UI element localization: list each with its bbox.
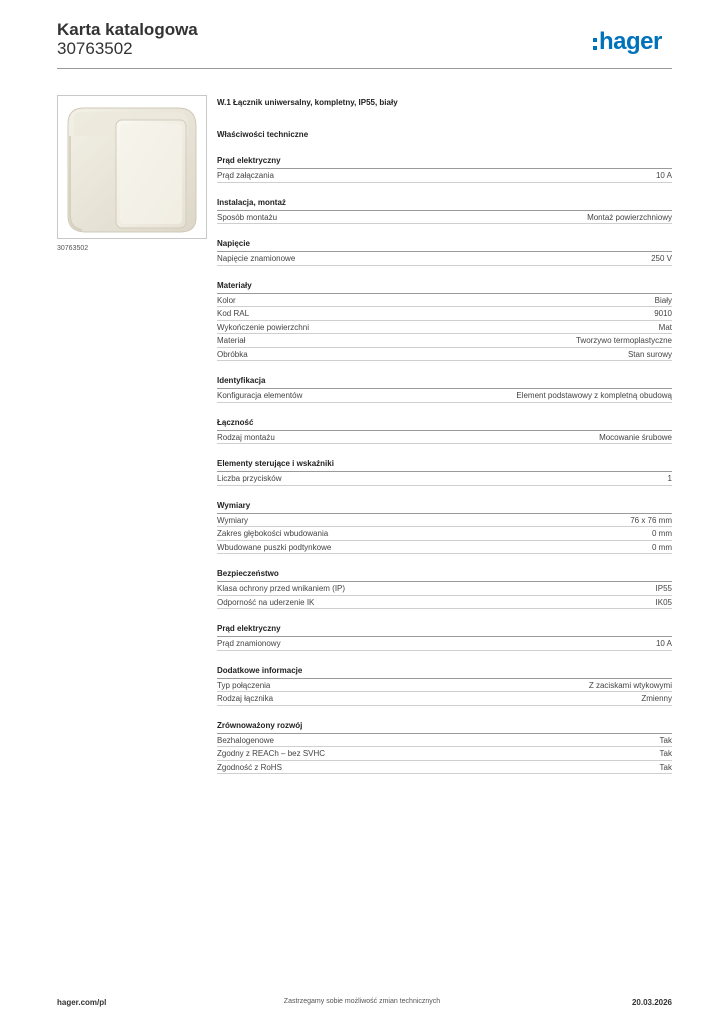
spec-section xyxy=(217,417,672,445)
spec-label: Zgodność z RoHS xyxy=(217,762,282,772)
spec-row xyxy=(217,431,672,445)
footer-date: 20.03.2026 xyxy=(631,998,672,1007)
section-heading: Identyfikacja xyxy=(217,375,672,389)
spec-row xyxy=(217,321,672,335)
spec-label: Bezhalogenowe xyxy=(217,735,274,745)
spec-section xyxy=(217,665,672,706)
spec-value: 0 mm xyxy=(652,529,672,538)
spec-value: 10 A xyxy=(655,639,672,648)
spec-section xyxy=(217,568,672,609)
spec-label: Kod RAL xyxy=(217,309,250,318)
section-heading: Bezpieczeństwo xyxy=(217,568,672,582)
section-heading: Łączność xyxy=(217,417,672,431)
spec-label: Zakres głębokości wbudowania xyxy=(217,529,329,538)
spec-row xyxy=(217,294,672,308)
spec-label: Klasa ochrony przed wnikaniem (IP) xyxy=(217,584,346,593)
spec-row xyxy=(217,541,672,555)
logo-mark-icon xyxy=(593,36,597,52)
section-heading: Wymiary xyxy=(217,500,672,514)
spec-row xyxy=(217,747,672,761)
spec-row xyxy=(217,472,672,486)
spec-value: 10 A xyxy=(655,171,672,180)
spec-label: Prąd załączania xyxy=(217,171,274,180)
page-title: Karta katalogowa xyxy=(57,20,198,39)
spec-value: Mat xyxy=(658,322,672,332)
spec-section xyxy=(217,197,672,225)
spec-value: 0 mm xyxy=(652,542,672,552)
spec-value: Biały xyxy=(654,295,672,305)
spec-row xyxy=(217,734,672,748)
spec-value: Tak xyxy=(659,762,672,772)
spec-label: Liczba przycisków xyxy=(217,474,282,483)
spec-label: Prąd znamionowy xyxy=(217,639,281,648)
spec-row xyxy=(217,252,672,266)
spec-row xyxy=(217,527,672,541)
section-heading: Prąd elektryczny xyxy=(217,623,672,637)
spec-label: Wymiary xyxy=(217,515,249,525)
spec-label: Obróbka xyxy=(217,349,248,359)
spec-section xyxy=(217,280,672,362)
section-heading: Materiały xyxy=(217,280,672,294)
spec-section xyxy=(217,238,672,266)
spec-row xyxy=(217,334,672,348)
spec-row xyxy=(217,761,672,775)
spec-value: Stan surowy xyxy=(627,349,672,359)
spec-row xyxy=(217,348,672,362)
tech-properties-title: Właściwości techniczne xyxy=(217,130,309,139)
spec-value: 250 V xyxy=(651,254,672,263)
spec-row xyxy=(217,582,672,596)
product-code: 30763502 xyxy=(57,39,133,58)
spec-label: Wbudowane puszki podtynkowe xyxy=(217,542,332,552)
footer-disclaimer: Zastrzegamy sobie możliwość zmian technicznych xyxy=(283,998,441,1005)
spec-label: Sposób montażu xyxy=(217,212,278,222)
spec-section xyxy=(217,375,672,403)
spec-value: IP55 xyxy=(655,584,672,593)
section-heading: Instalacja, montaż xyxy=(217,197,672,211)
spec-section xyxy=(217,623,672,651)
section-heading: Prąd elektryczny xyxy=(217,155,672,169)
spec-sections xyxy=(217,155,672,774)
spec-value: Zmienny xyxy=(641,694,672,703)
spec-value: 1 xyxy=(667,474,672,483)
spec-row xyxy=(217,692,672,706)
logo-text: hager xyxy=(599,28,662,55)
spec-value: Montaż powierzchniowy xyxy=(587,212,672,222)
spec-value: Z zaciskami wtykowymi xyxy=(588,680,672,690)
spec-row xyxy=(217,169,672,183)
spec-section xyxy=(217,458,672,486)
spec-value: Tak xyxy=(659,735,672,745)
image-caption: 30763502 xyxy=(57,245,89,252)
spec-row xyxy=(217,389,672,403)
spec-label: Rodzaj łącznika xyxy=(217,694,274,703)
spec-label: Kolor xyxy=(217,295,236,305)
hager-logo xyxy=(593,27,662,57)
product-title: W.1 Łącznik uniwersalny, kompletny, IP55, biały xyxy=(217,98,398,107)
spec-row xyxy=(217,679,672,693)
spec-label: Konfiguracja elementów xyxy=(217,391,303,400)
header-divider xyxy=(57,68,672,69)
spec-row xyxy=(217,307,672,321)
spec-content xyxy=(217,97,672,774)
section-heading: Zrównoważony rozwój xyxy=(217,720,672,734)
product-image xyxy=(57,95,207,239)
spec-label: Odporność na uderzenie IK xyxy=(217,597,315,607)
spec-row xyxy=(217,637,672,651)
spec-value: Mocowanie śrubowe xyxy=(599,432,672,442)
spec-section xyxy=(217,720,672,775)
spec-label: Wykończenie powierzchni xyxy=(217,322,309,332)
section-heading: Dodatkowe informacje xyxy=(217,665,672,679)
spec-label: Materiał xyxy=(217,336,246,345)
spec-row xyxy=(217,596,672,610)
spec-label: Napięcie znamionowe xyxy=(217,254,296,263)
spec-row xyxy=(217,211,672,225)
spec-value: Tak xyxy=(659,749,672,758)
spec-label: Rodzaj montażu xyxy=(217,432,275,442)
spec-value: IK05 xyxy=(655,597,672,607)
spec-section xyxy=(217,500,672,555)
spec-row xyxy=(217,514,672,528)
spec-value: 9010 xyxy=(654,309,672,318)
section-heading: Elementy sterujące i wskaźniki xyxy=(217,458,672,472)
footer-website: hager.com/pl xyxy=(57,998,107,1007)
spec-section xyxy=(217,155,672,183)
spec-value: 76 x 76 mm xyxy=(630,515,672,525)
switch-image-icon xyxy=(58,96,206,238)
spec-value: Element podstawowy z kompletną obudową xyxy=(516,391,672,400)
section-heading: Napięcie xyxy=(217,238,672,252)
spec-value: Tworzywo termoplastyczne xyxy=(575,336,672,345)
spec-label: Zgodny z REACh – bez SVHC xyxy=(217,749,326,758)
spec-label: Typ połączenia xyxy=(217,680,271,690)
